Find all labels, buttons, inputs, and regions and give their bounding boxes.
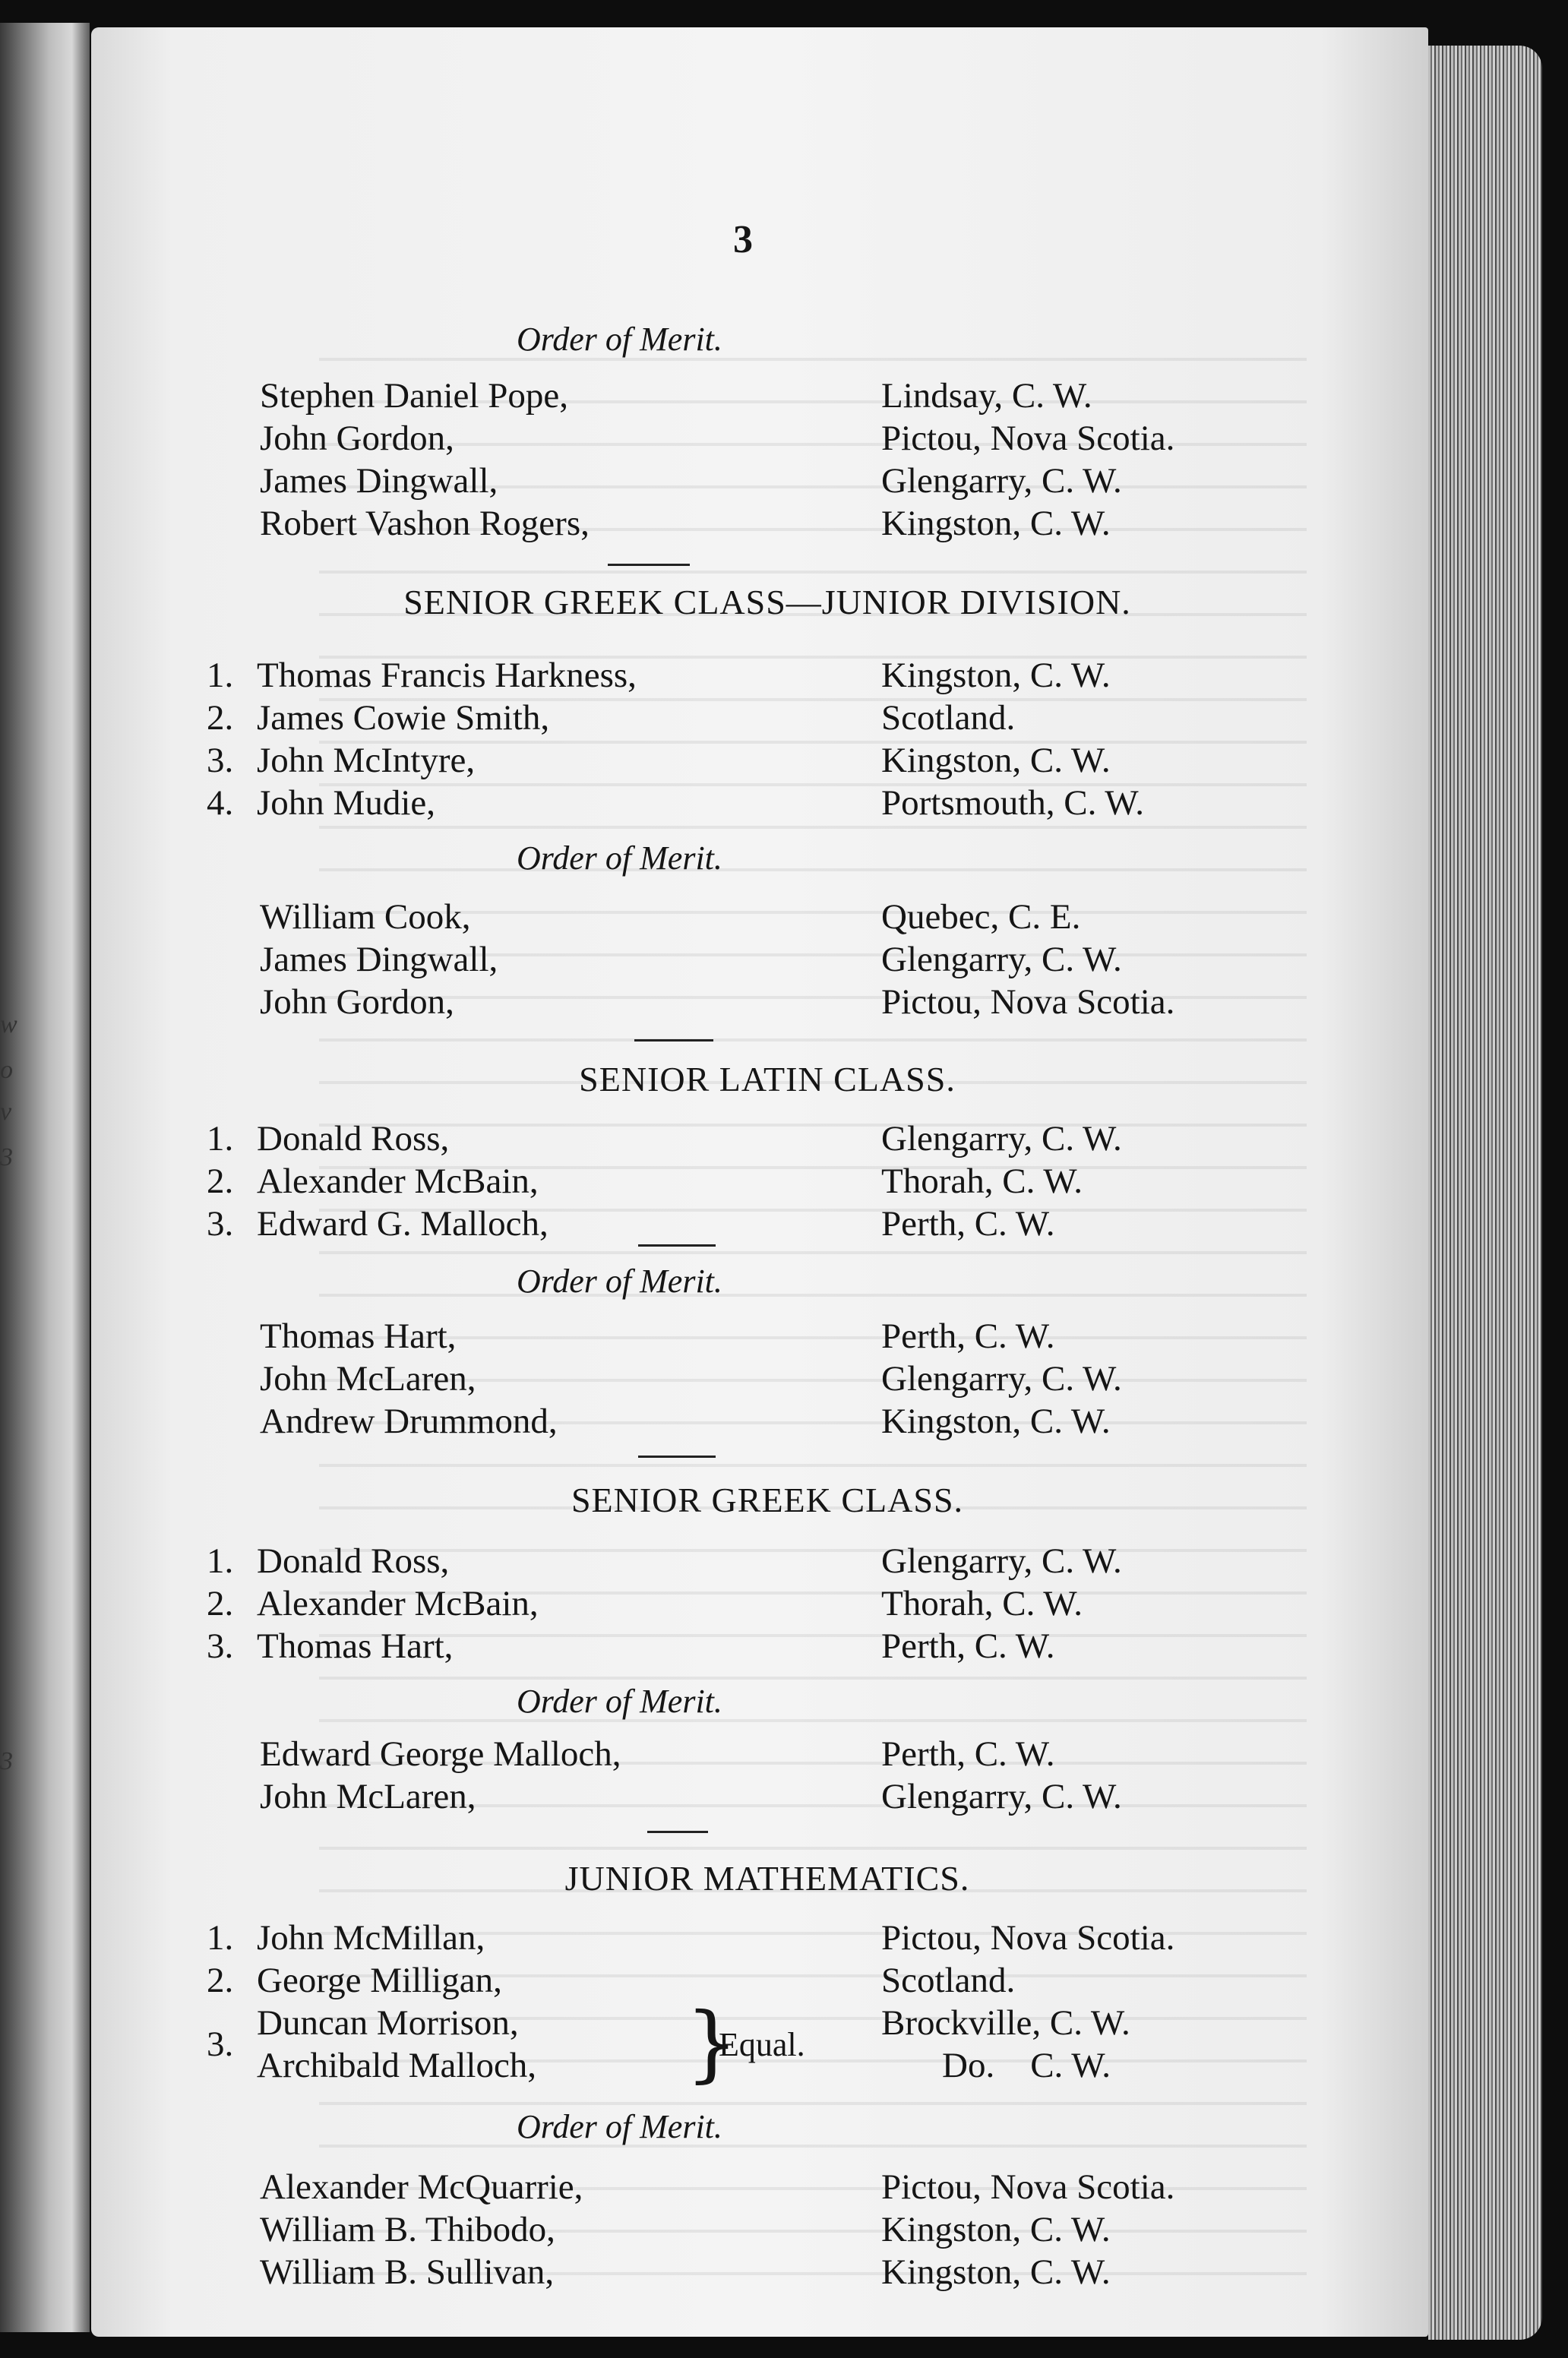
- merit-name: William Cook,: [260, 897, 471, 937]
- merit-name: Thomas Hart,: [260, 1316, 457, 1356]
- merit-name: Robert Vashon Rogers,: [260, 504, 590, 543]
- margin-mark: w: [0, 1010, 17, 1038]
- tied-name: Archibald Malloch,: [257, 2046, 537, 2085]
- book-page-edges: [1428, 46, 1542, 2340]
- ranked-name: Alexander McBain,: [257, 1584, 539, 1623]
- merit-place: Glengarry, C. W.: [881, 1777, 1122, 1816]
- tie-brace: }: [685, 1994, 738, 2091]
- rank-number: 1.: [207, 1541, 234, 1581]
- section-heading: SENIOR GREEK CLASS—JUNIOR DIVISION.: [403, 583, 1131, 621]
- merit-name: William B. Thibodo,: [260, 2210, 555, 2249]
- rank-number: 2.: [207, 1961, 234, 2000]
- ranked-name: Thomas Francis Harkness,: [257, 656, 637, 695]
- ranked-place: Scotland.: [881, 1961, 1016, 2000]
- order-of-merit-label: Order of Merit.: [517, 1263, 722, 1300]
- section-heading: SENIOR LATIN CLASS.: [579, 1060, 956, 1098]
- order-of-merit-label: Order of Merit.: [517, 321, 722, 358]
- ranked-name: Donald Ross,: [257, 1119, 450, 1158]
- rank-number: 1.: [207, 1119, 234, 1158]
- section-divider: [634, 1039, 713, 1042]
- merit-place: Perth, C. W.: [881, 1734, 1055, 1774]
- merit-place: Kingston, C. W.: [881, 1402, 1111, 1441]
- merit-name: John Gordon,: [260, 419, 454, 458]
- ranked-place: Portsmouth, C. W.: [881, 783, 1145, 823]
- ranked-place: Perth, C. W.: [881, 1204, 1055, 1244]
- section-heading: SENIOR GREEK CLASS.: [571, 1481, 964, 1519]
- order-of-merit-label: Order of Merit.: [517, 2108, 722, 2145]
- merit-place: Glengarry, C. W.: [881, 940, 1122, 979]
- rank-number: 2.: [207, 1162, 234, 1201]
- book-page: [91, 27, 1428, 2337]
- merit-place: Glengarry, C. W.: [881, 461, 1122, 501]
- rank-number: 1.: [207, 1918, 234, 1958]
- ranked-place: Perth, C. W.: [881, 1626, 1055, 1666]
- rank-number: 4.: [207, 783, 234, 823]
- merit-place: Glengarry, C. W.: [881, 1359, 1122, 1399]
- merit-name: Alexander McQuarrie,: [260, 2167, 583, 2207]
- merit-place: Pictou, Nova Scotia.: [881, 2167, 1175, 2207]
- merit-place: Pictou, Nova Scotia.: [881, 982, 1175, 1022]
- section-heading: JUNIOR MATHEMATICS.: [564, 1859, 970, 1898]
- rank-number: 3.: [207, 1204, 234, 1244]
- ranked-name: John McMillan,: [257, 1918, 485, 1958]
- margin-mark: 3: [0, 1143, 13, 1171]
- merit-place: Perth, C. W.: [881, 1316, 1055, 1356]
- rank-number: 3.: [207, 1626, 234, 1666]
- ranked-place: Scotland.: [881, 698, 1016, 738]
- merit-place: Lindsay, C. W.: [881, 376, 1092, 416]
- tied-place: Do. C. W.: [942, 2046, 1111, 2085]
- ranked-place: Pictou, Nova Scotia.: [881, 1918, 1175, 1958]
- section-divider: [647, 1831, 708, 1833]
- ranked-name: James Cowie Smith,: [257, 698, 550, 738]
- section-divider: [638, 1456, 716, 1458]
- ranked-name: Alexander McBain,: [257, 1162, 539, 1201]
- ranked-place: Kingston, C. W.: [881, 656, 1111, 695]
- ranked-place: Thorah, C. W.: [881, 1162, 1083, 1201]
- merit-name: John McLaren,: [260, 1777, 476, 1816]
- ranked-name: Thomas Hart,: [257, 1626, 454, 1666]
- rank-number: 2.: [207, 698, 234, 738]
- margin-mark: o: [0, 1056, 13, 1084]
- ranked-place: Kingston, C. W.: [881, 741, 1111, 780]
- merit-name: John McLaren,: [260, 1359, 476, 1399]
- merit-name: William B. Sullivan,: [260, 2252, 555, 2292]
- margin-mark: v: [0, 1098, 12, 1126]
- page-number: 3: [733, 218, 753, 261]
- ranked-place: Glengarry, C. W.: [881, 1541, 1122, 1581]
- ranked-name: Donald Ross,: [257, 1541, 450, 1581]
- rank-number: 2.: [207, 1584, 234, 1623]
- merit-name: Stephen Daniel Pope,: [260, 376, 568, 416]
- section-divider: [608, 564, 690, 566]
- ranked-place: Thorah, C. W.: [881, 1584, 1083, 1623]
- merit-place: Quebec, C. E.: [881, 897, 1081, 937]
- merit-name: Andrew Drummond,: [260, 1402, 558, 1441]
- merit-name: John Gordon,: [260, 982, 454, 1022]
- ranked-name: John Mudie,: [257, 783, 435, 823]
- merit-name: James Dingwall,: [260, 461, 498, 501]
- merit-place: Pictou, Nova Scotia.: [881, 419, 1175, 458]
- ranked-name: Edward G. Malloch,: [257, 1204, 548, 1244]
- merit-place: Kingston, C. W.: [881, 2252, 1111, 2292]
- merit-name: Edward George Malloch,: [260, 1734, 621, 1774]
- order-of-merit-label: Order of Merit.: [517, 1683, 722, 1720]
- order-of-merit-label: Order of Merit.: [517, 839, 722, 877]
- rank-number: 3.: [207, 2025, 234, 2064]
- section-divider: [638, 1244, 716, 1247]
- tied-name: Duncan Morrison,: [257, 2003, 519, 2043]
- ranked-name: George Milligan,: [257, 1961, 502, 2000]
- tie-label: Equal.: [719, 2026, 805, 2063]
- rank-number: 3.: [207, 741, 234, 780]
- margin-mark: 3: [0, 1747, 13, 1775]
- ranked-name: John McIntyre,: [257, 741, 476, 780]
- merit-place: Kingston, C. W.: [881, 504, 1111, 543]
- merit-name: James Dingwall,: [260, 940, 498, 979]
- merit-place: Kingston, C. W.: [881, 2210, 1111, 2249]
- facing-page-edge: [0, 23, 90, 2332]
- tied-place: Brockville, C. W.: [881, 2003, 1130, 2043]
- ranked-place: Glengarry, C. W.: [881, 1119, 1122, 1158]
- rank-number: 1.: [207, 656, 234, 695]
